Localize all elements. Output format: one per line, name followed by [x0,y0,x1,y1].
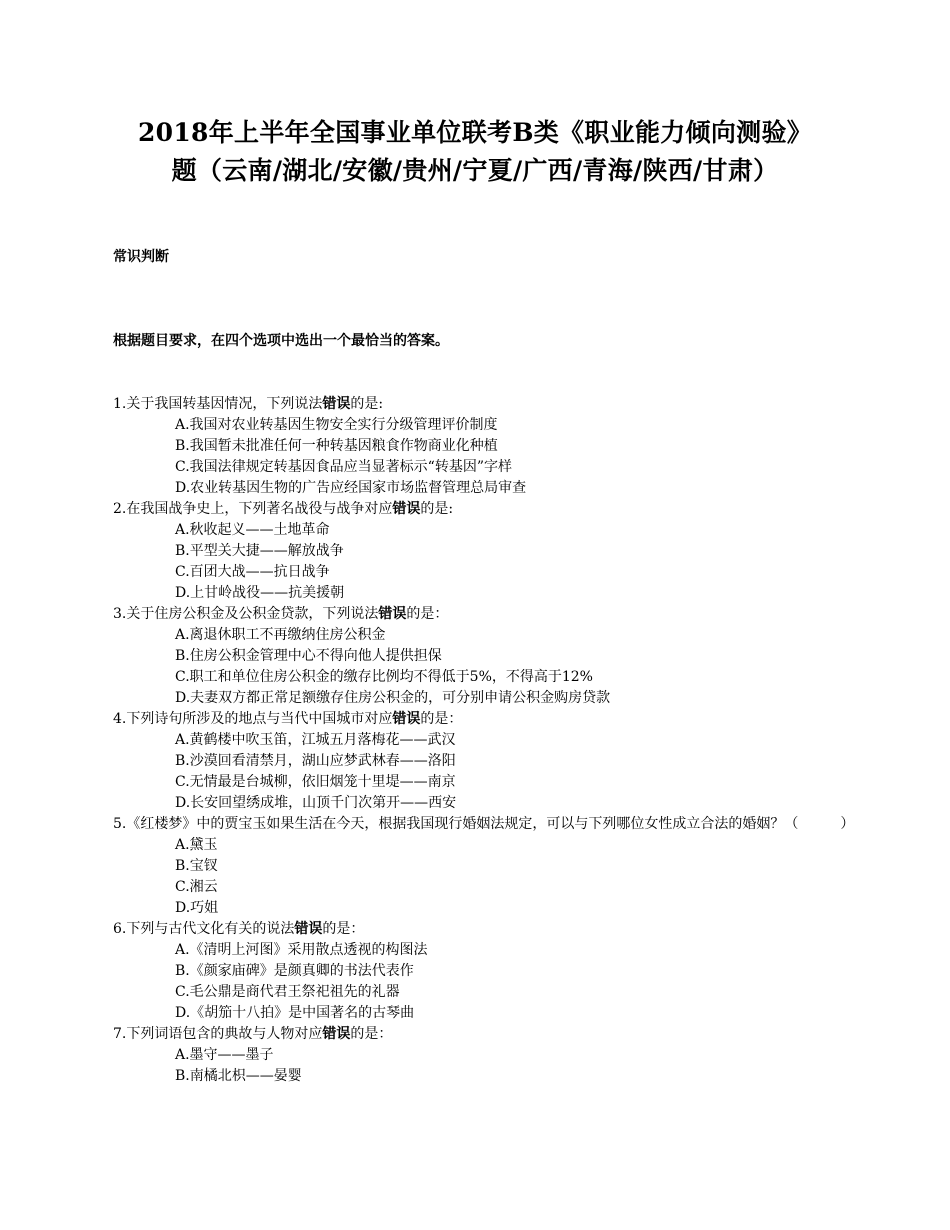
question-stem [113,814,853,835]
question-stem-text: 4.下列诗句所涉及的地点与当代中国城市对应 [113,711,393,727]
answer-option: B.宝钗 [175,858,218,874]
answer-option: C.职工和单位住房公积金的缴存比例均不得低于5%，不得高于12% [175,669,593,685]
answer-option: A.离退休职工不再缴纳住房公积金 [175,627,386,643]
question-stem-text: 2.在我国战争史上，下列著名战役与战争对应 [113,501,393,517]
answer-option: B.我国暂未批准任何一种转基因粮食作物商业化种植 [175,438,498,454]
answer-option: B.平型关大捷——解放战争 [175,543,344,559]
question-stem-text: 5.《红楼梦》中的贾宝玉如果生活在今天，根据我国现行婚姻法规定，可以与下列哪位女性成立合法的婚姻？（ ） [113,816,855,832]
question-emphasis: 错误 [322,396,351,412]
title-line-2: 题（云南/湖北/安徽/贵州/宁夏/广西/青海/陕西/甘肃） [171,156,779,185]
question-stem-text: 3.关于住房公积金及公积金贷款，下列说法 [113,606,379,622]
answer-option: D.上甘岭战役——抗美援朝 [175,585,345,601]
answer-option: A.黄鹤楼中吹玉笛，江城五月落梅花——武汉 [175,732,456,748]
question-stem-suffix: 的是： [322,921,365,937]
question-stem-suffix: 的是： [350,1026,393,1042]
question-item [113,814,853,919]
section-heading: 常识判断 [113,249,169,265]
answer-option: C.无情最是台城柳，依旧烟笼十里堤——南京 [175,774,456,790]
question-stem [113,394,853,415]
question-item [113,1024,853,1087]
question-stem-text: 7.下列词语包含的典故与人物对应 [113,1026,323,1042]
answer-option: B.住房公积金管理中心不得向他人提供担保 [175,648,442,664]
answer-option: B.沙漠回看清禁月，湖山应梦武林春——洛阳 [175,753,456,769]
question-stem [113,604,853,625]
question-list [113,394,853,1087]
title-line-1: 2018年上半年全国事业单位联考B类《职业能力倾向测验》 [137,118,813,147]
answer-option: A.我国对农业转基因生物安全实行分级管理评价制度 [175,417,498,433]
question-stem-text: 6.下列与古代文化有关的说法 [113,921,295,937]
answer-option: C.湘云 [175,879,218,895]
answer-option: A.秋收起义——土地革命 [175,522,330,538]
answer-option: D.长安回望绣成堆，山顶千门次第开——西安 [175,795,457,811]
question-emphasis: 错误 [392,501,421,517]
answer-option: D.巧姐 [175,900,219,916]
question-item [113,499,853,604]
answer-option: C.毛公鼎是商代君王祭祀祖先的礼器 [175,984,400,1000]
answer-option: A.墨守——墨子 [175,1047,274,1063]
question-stem [113,499,853,520]
answer-option: A.《清明上河图》采用散点透视的构图法 [175,942,428,958]
answer-option: C.百团大战——抗日战争 [175,564,330,580]
question-stem [113,919,853,940]
question-stem-suffix: 的是: [350,396,384,412]
instruction-text: 根据题目要求，在四个选项中选出一个最恰当的答案。 [113,333,449,349]
question-emphasis: 错误 [294,921,323,937]
answer-option: C.我国法律规定转基因食品应当显著标示“转基因”字样 [175,459,512,475]
question-emphasis: 错误 [322,1026,351,1042]
question-stem-suffix: 的是: [420,501,454,517]
answer-option: A.黛玉 [175,837,218,853]
question-emphasis: 错误 [392,711,421,727]
answer-option: D.《胡笳十八拍》是中国著名的古琴曲 [175,1005,415,1021]
question-item [113,919,853,1024]
question-item [113,709,853,814]
question-stem-text: 1.关于我国转基因情况，下列说法 [113,396,323,412]
answer-option: D.农业转基因生物的广告应经国家市场监督管理总局审查 [175,480,527,496]
answer-option: B.《颜家庙碑》是颜真卿的书法代表作 [175,963,414,979]
question-stem-suffix: 的是： [420,711,463,727]
question-item [113,604,853,709]
question-item [113,394,853,499]
question-stem-suffix: 的是： [406,606,449,622]
question-stem [113,1024,853,1045]
question-stem [113,709,853,730]
question-emphasis: 错误 [378,606,407,622]
document-title [60,114,890,190]
answer-option: B.南橘北枳——晏婴 [175,1068,302,1084]
answer-option: D.夫妻双方都正常足额缴存住房公积金的，可分别申请公积金购房贷款 [175,690,611,706]
